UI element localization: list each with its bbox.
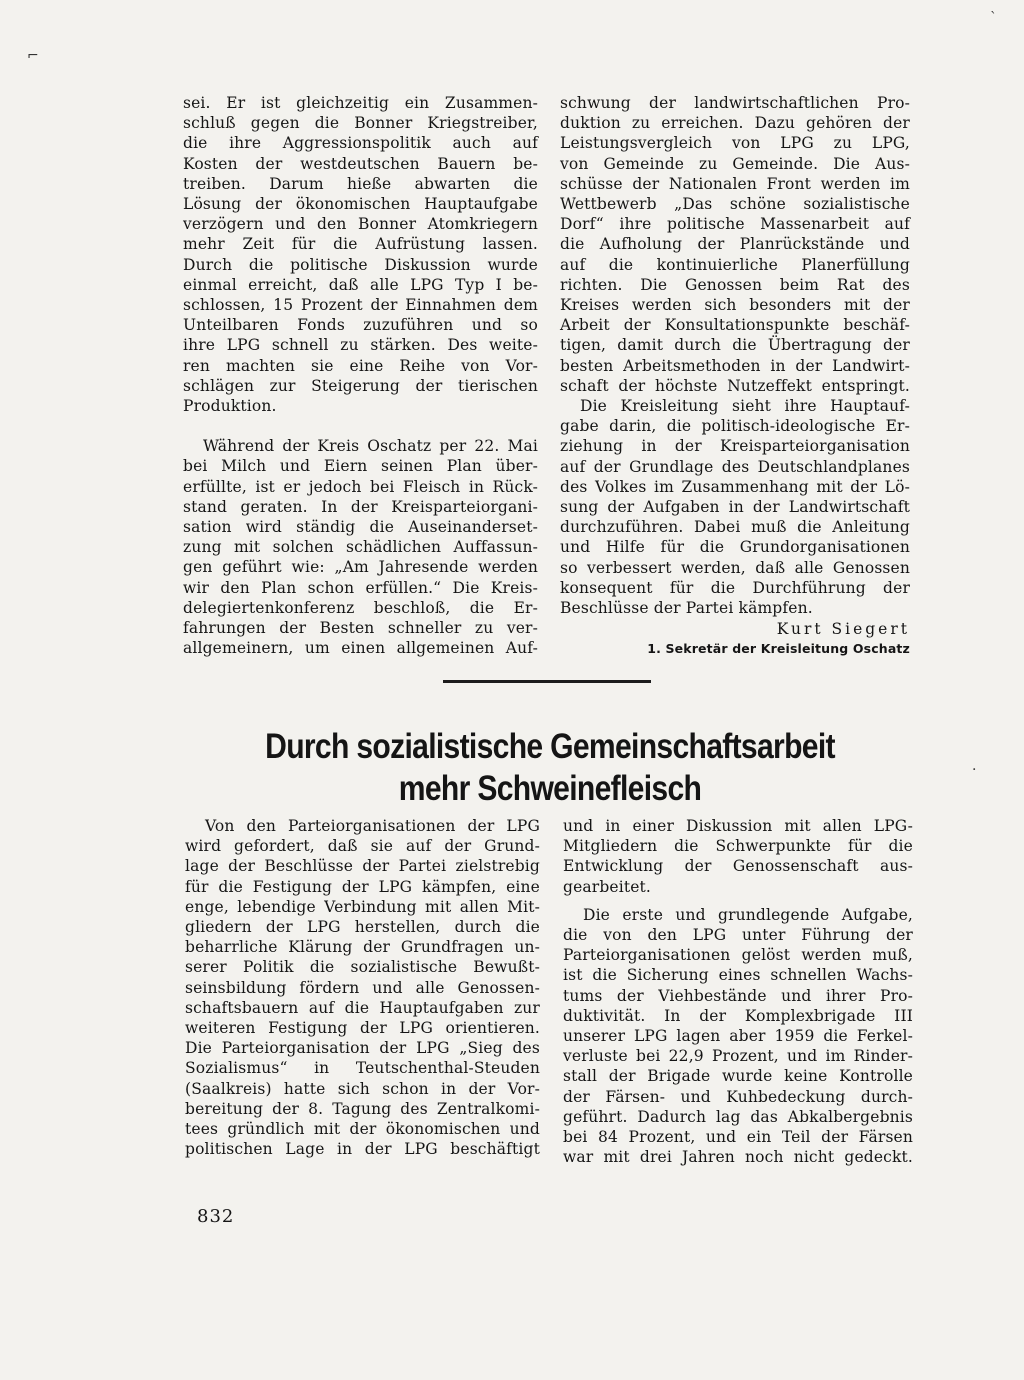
scan-mark: ·	[972, 762, 977, 778]
text-line: Arbeit der Konsultationspunkte beschäf-	[560, 316, 910, 335]
text-line: unserer LPG lagen aber 1959 die Ferkel-	[563, 1027, 913, 1046]
text-line: sung der Aufgaben in der Landwirtschaft	[560, 498, 910, 517]
text-line: besten Arbeitsmethoden in der Landwirt-	[560, 356, 910, 375]
headline-line-2: mehr Schweinefleisch	[398, 769, 702, 808]
text-line: so verbessert werden, daß alle Genossen	[560, 558, 910, 577]
text-line: schaft der höchste Nutzeffekt entspringt.	[560, 376, 910, 395]
text-line: bei 84 Prozent, und ein Teil der Färsen	[563, 1128, 913, 1147]
text-line: duktivität. In der Komplexbrigade III	[563, 1006, 913, 1025]
headline-line-1: Durch sozialistische Gemeinschaftsarbeit	[265, 727, 835, 766]
text-line: tees gründlich mit der ökonomischen und	[185, 1120, 540, 1139]
text-line: der Färsen- und Kuhbedeckung durch-	[563, 1087, 913, 1106]
text-line: Die erste und grundlegende Aufgabe,	[583, 905, 913, 924]
text-line: ist die Sicherung eines schnellen Wachs-	[563, 966, 913, 985]
text-line: Unteilbaren Fonds zuzuführen und so	[183, 316, 538, 335]
text-line: wir den Plan schon erfüllen.“ Die Kreis-	[183, 578, 538, 597]
text-line: die ihre Aggressionspolitik auch auf	[183, 134, 538, 153]
text-line: lage der Beschlüsse der Partei zielstrebig	[185, 857, 540, 876]
text-line: Wettbewerb „Das schöne sozialistische	[560, 195, 910, 214]
text-line: schlossen, 15 Prozent der Einnahmen dem	[183, 296, 538, 315]
article-right-column	[563, 816, 913, 1167]
text-line: bei Milch und Eiern seinen Plan über-	[183, 457, 538, 476]
text-line: stall der Brigade wurde keine Kontrolle	[563, 1067, 913, 1086]
text-line: von Gemeinde zu Gemeinde. Die Aus-	[560, 154, 910, 173]
text-line: gliedern der LPG herstellen, durch die	[185, 918, 540, 937]
text-line: ren machten sie eine Reihe von Vor-	[183, 356, 538, 375]
text-line: duktion zu erreichen. Dazu gehören der	[560, 114, 910, 133]
author-role: 1. Sekretär der Kreisleitung Oschatz	[647, 641, 910, 657]
text-line: konsequent für die Durchführung der	[560, 578, 910, 597]
text-line: Die Kreisleitung sieht ihre Hauptauf-	[580, 397, 910, 416]
text-line: stand geraten. In der Kreisparteiorgani-	[183, 497, 538, 516]
article-headline	[206, 726, 894, 810]
text-line: Parteiorganisationen gelöst werden muß,	[563, 946, 913, 965]
text-line: enge, lebendige Verbindung mit allen Mit-	[185, 897, 540, 916]
text-line: sei. Er ist gleichzeitig ein Zusammen-	[183, 94, 538, 112]
text-line: ihre LPG schnell zu stärken. Des weite-	[183, 336, 538, 355]
text-line: allgemeinern, um einen allgemeinen Auf-	[183, 639, 538, 658]
page-number: 832	[197, 1206, 235, 1227]
text-line: war mit drei Jahren noch nicht gedeckt.	[563, 1148, 913, 1167]
article-continuation-left-column	[183, 93, 538, 658]
text-line: beharrliche Klärung der Grundfragen un-	[185, 938, 540, 957]
text-line: sation wird ständig die Auseinanderset-	[183, 518, 538, 537]
text-line: die Aufholung der Planrückstände und	[560, 235, 910, 254]
article-left-column	[185, 816, 540, 1159]
text-line: gabe darin, die politisch-ideologische Er-	[560, 417, 910, 436]
text-line: politischen Lage in der LPG beschäftigt	[185, 1140, 540, 1159]
text-line: Lösung der ökonomischen Hauptaufgabe	[183, 195, 538, 214]
text-line: (Saalkreis) hatte sich schon in der Vor-	[185, 1079, 540, 1098]
text-line: Durch die politische Diskussion wurde	[183, 255, 538, 274]
text-line: tigen, damit durch die Übertragung der	[560, 336, 910, 355]
text-line: weiteren Festigung der LPG orientieren.	[185, 1019, 540, 1038]
text-line: mehr Zeit für die Aufrüstung lassen.	[183, 235, 538, 254]
text-line: schaftsbauern auf die Hauptaufgaben zur	[185, 998, 540, 1017]
text-line: ziehung in der Kreisparteiorganisation	[560, 437, 910, 456]
text-line: Während der Kreis Oschatz per 22. Mai	[203, 437, 538, 456]
text-line: tums der Viehbestände und ihrer Pro-	[563, 986, 913, 1005]
text-line: seinsbildung fördern und alle Genossen-	[185, 978, 540, 997]
text-line: wird gefordert, daß sie auf der Grund-	[185, 837, 540, 856]
text-line: Dorf“ ihre politische Massenarbeit auf	[560, 215, 910, 234]
text-line: geführt. Dadurch lag das Abkalbergebnis	[563, 1107, 913, 1126]
author-name: Kurt Siegert	[776, 620, 910, 639]
text-line: schluß gegen die Bonner Kriegstreiber,	[183, 114, 538, 133]
text-line: Beschlüsse der Partei kämpfen.	[560, 599, 813, 618]
text-line: Produktion.	[183, 397, 277, 416]
text-line: verzögern und den Bonner Atomkriegern	[183, 215, 538, 234]
section-divider	[443, 680, 651, 683]
text-line: durchzuführen. Dabei muß die Anleitung	[560, 518, 910, 537]
article-continuation-right-column	[560, 93, 910, 659]
text-line: bereitung der 8. Tagung des Zentralkomi-	[185, 1099, 540, 1118]
text-line: Mitgliedern die Schwerpunkte für die	[563, 837, 913, 856]
text-line: zung mit solchen schädlichen Auffassun-	[183, 538, 538, 557]
text-line: Kosten der westdeutschen Bauern be-	[183, 154, 538, 173]
text-line: erfüllte, ist er jedoch bei Fleisch in Rück-	[183, 477, 538, 496]
text-line: Die Parteiorganisation der LPG „Sieg des	[185, 1039, 540, 1058]
text-line: auf der Grundlage des Deutschlandplanes	[560, 457, 910, 476]
text-line: Von den Parteiorganisationen der LPG	[205, 817, 540, 835]
text-line: richten. Die Genossen beim Rat des	[560, 275, 910, 294]
text-line: gearbeitet.	[563, 877, 652, 896]
text-line: Kreises werden sich besonders mit der	[560, 296, 910, 315]
text-line: schwung der landwirtschaftlichen Pro-	[560, 94, 910, 112]
text-line: schüsse der Nationalen Front werden im	[560, 174, 910, 193]
text-line: Sozialismus“ in Teutschenthal-Steuden	[185, 1059, 540, 1078]
text-line: und in einer Diskussion mit allen LPG-	[563, 817, 913, 835]
text-line: die von den LPG unter Führung der	[563, 926, 913, 945]
text-line: verluste bei 22,9 Prozent, und im Rinder-	[563, 1047, 913, 1066]
text-line: serer Politik die sozialistische Bewußt-	[185, 958, 540, 977]
text-line: Leistungsvergleich von LPG zu LPG,	[560, 134, 910, 153]
text-line: fahrungen der Besten schneller zu ver-	[183, 619, 538, 638]
text-line: einmal erreicht, daß alle LPG Typ I be-	[183, 275, 538, 294]
text-line: für die Festigung der LPG kämpfen, eine	[185, 877, 540, 896]
scan-mark: `	[990, 10, 997, 26]
text-line: gen geführt wie: „Am Jahresende werden	[183, 558, 538, 577]
text-line: Entwicklung der Genossenschaft aus-	[563, 857, 913, 876]
text-line: und Hilfe für die Grundorganisationen	[560, 538, 910, 557]
scan-mark: ⌐	[27, 48, 39, 64]
text-line: delegiertenkonferenz beschloß, die Er-	[183, 598, 538, 617]
text-line: auf die kontinuierliche Planerfüllung	[560, 255, 910, 274]
text-line: schlägen zur Steigerung der tierischen	[183, 376, 538, 395]
text-line: treiben. Darum hieße abwarten die	[183, 174, 538, 193]
text-line: des Volkes im Zusammenhang mit der Lö-	[560, 477, 910, 496]
